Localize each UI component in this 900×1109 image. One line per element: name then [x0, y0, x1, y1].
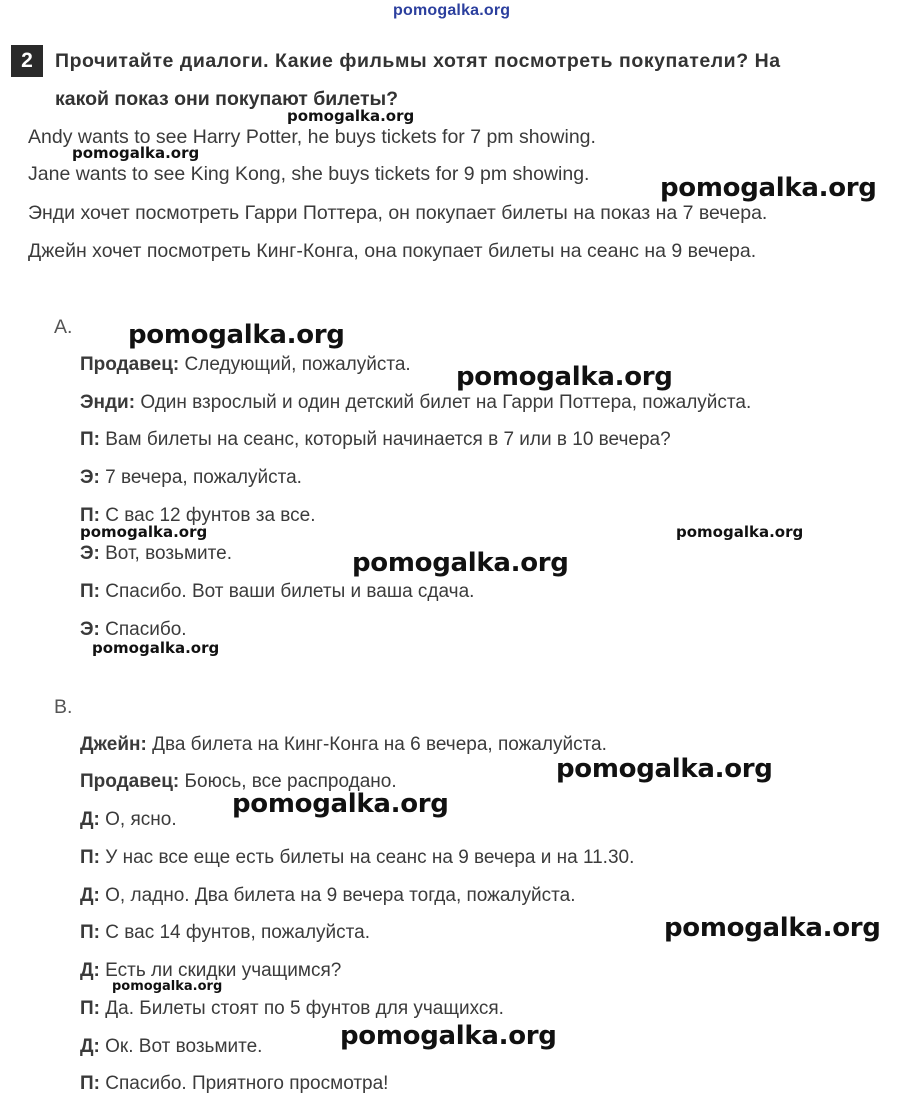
dialog-a-line [80, 619, 187, 641]
speaker-name: П: [80, 581, 100, 602]
speaker-name: Продавец: [80, 771, 180, 792]
speaker-name: Э: [80, 467, 100, 488]
dialog-a-line [80, 354, 411, 376]
speech-text: Следующий, пожалуйста. [179, 354, 411, 375]
site-watermark: pomogalka.org [112, 979, 223, 994]
dialog-a-line [80, 392, 751, 414]
dialog-b-label: B. [54, 696, 73, 718]
dialog-b-line [80, 809, 177, 831]
speech-text: Да. Билеты стоят по 5 фунтов для учащихся. [99, 998, 504, 1019]
speaker-name: П: [80, 1073, 100, 1094]
speaker-name: Э: [80, 543, 100, 564]
answer-line-en-andy: Andy wants to see Harry Potter, he buys tickets for 7 pm showing. [28, 126, 596, 148]
speaker-name: Джейн: [80, 734, 147, 755]
dialog-b-line [80, 998, 504, 1020]
dialog-b-line [80, 847, 634, 869]
dialog-b-line [80, 885, 575, 907]
site-watermark: pomogalka.org [72, 144, 200, 162]
speaker-name: П: [80, 847, 100, 868]
dialog-a-line [80, 581, 474, 603]
site-watermark: pomogalka.org [92, 639, 220, 657]
site-watermark: pomogalka.org [676, 523, 804, 541]
site-watermark-top: pomogalka.org [393, 2, 511, 19]
dialog-b-line [80, 734, 607, 756]
speaker-name: Продавец: [80, 354, 180, 375]
speech-text: Вам билеты на сеанс, который начинается в 7 или в 10 вечера? [99, 429, 671, 450]
speech-text: С вас 14 фунтов, пожалуйста. [99, 922, 370, 943]
speech-text: 7 вечера, пожалуйста. [99, 467, 302, 488]
site-watermark: pomogalka.org [232, 789, 449, 819]
dialog-b-line [80, 1073, 388, 1095]
site-watermark: pomogalka.org [287, 107, 415, 125]
task-number-badge: 2 [11, 45, 43, 77]
dialog-a-label: A. [54, 316, 73, 338]
site-watermark: pomogalka.org [80, 523, 208, 541]
speaker-name: Д: [80, 960, 100, 981]
speech-text: У нас все еще есть билеты на сеанс на 9 вечера и на 11.30. [99, 847, 635, 868]
speech-text: О, ясно. [99, 809, 177, 830]
speech-text: Спасибо. [99, 619, 187, 640]
site-watermark: pomogalka.org [556, 754, 773, 784]
task-question-line-1: Прочитайте диалоги. Какие фильмы хотят посмотреть покупатели? На [55, 50, 781, 72]
speech-text: Есть ли скидки учащимся? [99, 960, 342, 981]
speech-text: Вот, возьмите. [99, 543, 232, 564]
speech-text: Два билета на Кинг-Конга на 6 вечера, пожалуйста. [146, 734, 607, 755]
speech-text: Ок. Вот возьмите. [99, 1036, 263, 1057]
dialog-a-line [80, 467, 302, 489]
speech-text: Один взрослый и один детский билет на Гарри Поттера, пожалуйста. [135, 392, 752, 413]
speaker-name: Д: [80, 809, 100, 830]
speaker-name: Э: [80, 619, 100, 640]
answer-line-ru-jane: Джейн хочет посмотреть Кинг-Конга, она покупает билеты на сеанс на 9 вечера. [28, 240, 757, 262]
speech-text: Спасибо. Приятного просмотра! [99, 1073, 389, 1094]
speaker-name: П: [80, 505, 100, 526]
speaker-name: П: [80, 429, 100, 450]
answer-line-ru-andy: Энди хочет посмотреть Гарри Поттера, он покупает билеты на показ на 7 вечера. [28, 202, 768, 224]
speaker-name: П: [80, 998, 100, 1019]
dialog-a-line [80, 543, 232, 565]
speaker-name: П: [80, 922, 100, 943]
speaker-name: Энди: [80, 392, 136, 413]
site-watermark: pomogalka.org [456, 362, 673, 392]
site-watermark: pomogalka.org [128, 320, 345, 350]
speech-text: О, ладно. Два билета на 9 вечера тогда, пожалуйста. [99, 885, 576, 906]
answer-line-en-jane: Jane wants to see King Kong, she buys tickets for 9 pm showing. [28, 163, 590, 185]
speech-text: С вас 12 фунтов за все. [99, 505, 316, 526]
task-question-line-2: какой показ они покупают билеты? [55, 88, 399, 110]
speech-text: Боюсь, все распродано. [179, 771, 397, 792]
speaker-name: Д: [80, 1036, 100, 1057]
dialog-b-line [80, 1036, 262, 1058]
speaker-name: Д: [80, 885, 100, 906]
site-watermark: pomogalka.org [340, 1021, 557, 1051]
dialog-a-line [80, 429, 671, 451]
site-watermark: pomogalka.org [660, 173, 877, 203]
site-watermark: pomogalka.org [664, 913, 881, 943]
dialog-b-line [80, 922, 370, 944]
site-watermark: pomogalka.org [352, 548, 569, 578]
speech-text: Спасибо. Вот ваши билеты и ваша сдача. [99, 581, 475, 602]
